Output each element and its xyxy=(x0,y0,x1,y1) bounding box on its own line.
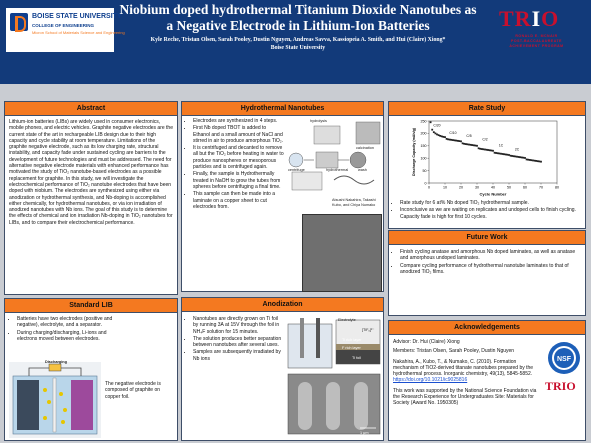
x-tick-label: 0 xyxy=(428,185,430,190)
data-point xyxy=(441,135,443,137)
f-rich-layer-label: F rich layer xyxy=(342,346,361,350)
x-tick-label: 60 xyxy=(523,185,527,190)
trio-wordmark: TRIO xyxy=(499,6,560,31)
bsu-college: COLLEGE OF ENGINEERING xyxy=(32,23,95,28)
data-point xyxy=(539,161,541,163)
data-point xyxy=(489,149,491,151)
x-tick-label: 20 xyxy=(459,185,463,190)
centrifuge-label: centrifuge xyxy=(288,168,305,172)
data-point xyxy=(439,135,441,137)
acknowledgements-heading: Acknowledgements xyxy=(389,321,585,335)
wash-label: wash xyxy=(358,168,367,172)
data-point xyxy=(457,140,459,142)
hydrothermal-bullets xyxy=(184,118,284,211)
abstract-panel xyxy=(4,101,178,295)
y-tick-label: 100 xyxy=(420,156,427,161)
bsu-department: Micron School of Materials Science and Engineering xyxy=(32,30,125,35)
data-point xyxy=(479,148,481,150)
rate-study-bullets xyxy=(391,200,583,221)
x-tick-label: 10 xyxy=(443,185,447,190)
data-point xyxy=(435,133,437,135)
ti-foil-label: Ti foil xyxy=(352,356,361,360)
trio-small-logo: TRIO xyxy=(545,379,576,393)
x-tick-label: 40 xyxy=(491,185,495,190)
data-point xyxy=(478,147,480,149)
data-point xyxy=(494,152,496,154)
data-point xyxy=(471,144,473,146)
data-point xyxy=(492,150,494,152)
funding-note: This work was supported by the National Science Foundation via the Research Experience for Undergraduates Site: Materials for Society (Award No. 1950305) xyxy=(393,387,537,407)
data-point xyxy=(443,136,445,138)
rate-study-panel xyxy=(388,101,586,229)
standard-lib-panel xyxy=(4,298,178,441)
data-point xyxy=(465,143,467,145)
hydrothermal-label: hydrothermal xyxy=(326,168,349,172)
bsu-name: BOISE STATE UNIVERSITY xyxy=(32,13,122,20)
data-point xyxy=(527,159,529,161)
rate-study-chart xyxy=(411,117,561,197)
future-work-panel xyxy=(388,230,586,316)
poster-body xyxy=(0,84,591,443)
abstract-text: Lithium-ion batteries (LIBs) are widely used in consumer electronics, mobile phones, and electric vehicles. Graphite negative electrodes are the current state of the art in rechargeable LIB design due to their high capacity and cycle stability at room temperature. Limitations of the graphite negative electrode, such as its low charging rate, structural instability, and capacity fade under sustained cycling are barriers to the development of future technologies and must be addressed. The need for alternative negative electrode materials with enhanced performance has motivated the study of TiO₂ nanotube-based electrodes as a possible replacement for graphite. In this study, we will investigate the electrochemical performance of TiO₂ nanotube electrodes that have been doped with niobium. The electrodes are synthesized using either via anodization or hydrothermal synthesis, and Nb-doping is accomplished either chemically, for hydrothermal nanotubes, or via ion irradiation of anodized nanotubes with Nb ions. The goal of this study is to determine the effects of chemical and ion irradiation Nb-doping in TiO₂ nanotubes for LIBs, and to compare their electrochemical performance. xyxy=(9,119,173,226)
hydrolysis-label: hydrolysis xyxy=(310,119,327,123)
x-axis-label: Cycle Number xyxy=(479,191,507,197)
data-point xyxy=(491,150,493,152)
plot-area xyxy=(429,121,557,183)
data-point xyxy=(449,139,451,141)
anodization-bullets xyxy=(184,316,284,363)
y-tick-label: 50 xyxy=(422,168,427,173)
data-point xyxy=(446,138,448,140)
trio-logo xyxy=(485,6,585,56)
data-point xyxy=(467,143,469,145)
title-line-1: Niobium doped hydrothermal Titanium Dioxide Nanotubes as xyxy=(119,2,477,17)
bronco-b-icon xyxy=(10,13,28,31)
rate-annotation: 1C xyxy=(498,143,504,148)
data-point xyxy=(483,148,485,150)
figure-credit: Atsushi Nakahira, Takashi Kubo, and Chiya Numako xyxy=(332,198,376,207)
doi-link[interactable]: https://doi.org/10.1021/ic9025816 xyxy=(393,377,468,384)
x-tick-label: 50 xyxy=(507,185,511,190)
authors: Kyle Reche, Tristan Olsen, Sarah Pooley, Dustin Nguyen, Andreas Savva, Kassiopeia A. Smith, and Hui (Claire) Xiong* xyxy=(150,37,446,43)
data-point xyxy=(500,153,502,155)
data-point xyxy=(460,140,462,142)
y-tick-label: 150 xyxy=(420,144,427,149)
boise-state-logo xyxy=(6,8,125,52)
data-point xyxy=(475,145,477,147)
nsf-logo-text: NSF xyxy=(557,356,571,363)
members: Members: Tristan Olsen, Sarah Pooley, Dustin Nguyen xyxy=(393,348,515,355)
hydrothermal-heading: Hydrothermal Nanotubes xyxy=(182,102,383,116)
data-point xyxy=(452,139,454,141)
data-point xyxy=(455,140,457,142)
data-point xyxy=(447,138,449,140)
list-item: • It is centrifuged and decanted to remove all but the TiO₂ before heating in water to produce nanospheres or mesoporous particles and is centrifuged again. xyxy=(193,145,284,170)
data-point xyxy=(481,148,483,150)
data-point xyxy=(430,121,432,123)
list-item: • First Nb doped TBOT is added to Ethanol and a small amount of NaCl and stirred in air to produce amorphous TiO₂. xyxy=(193,125,284,144)
acknowledgements-text xyxy=(393,339,539,407)
list-item: • Batteries have two electrodes (positive and negative), electrolyte, and a separator. xyxy=(17,316,120,329)
standard-lib-bullets xyxy=(8,316,120,343)
data-point xyxy=(444,136,446,138)
y-tick-label: 0 xyxy=(424,181,427,186)
list-item: • During charging/discharging, Li-ions and electrons moved between electrodes. xyxy=(17,330,120,343)
rate-study-heading: Rate Study xyxy=(389,102,585,116)
tif6-label: [TiF₆]²⁻ xyxy=(362,328,375,332)
list-item: • This sample can then be made into a laminate on a copper sheet to cut electrodes from. xyxy=(193,191,284,210)
data-point xyxy=(433,131,435,133)
list-item: • Samples are subsequently irradiated by Nb ions xyxy=(193,349,284,362)
rate-annotation: C/2 xyxy=(482,137,488,142)
data-point xyxy=(531,159,533,161)
reference: Nakahira, A., Kubo, T., & Numako, C. (2010). Formation mechanism of TiO2-derived titanate nanotubes prepared by the hydrothermal process. Inorganic chemistry, 49(13), 5845-5852. xyxy=(393,358,534,378)
data-point xyxy=(523,157,525,159)
standard-lib-heading: Standard LIB xyxy=(5,299,177,313)
advisor: Advisor: Dr. Hui (Claire) Xiong xyxy=(393,339,460,345)
rate-annotation: C/10 xyxy=(449,130,457,135)
data-point xyxy=(511,155,513,157)
data-point xyxy=(524,157,526,159)
data-point xyxy=(451,139,453,141)
data-point xyxy=(438,134,440,136)
data-point xyxy=(502,153,504,155)
poster-title xyxy=(118,2,478,34)
list-item: • Compare cycling performance of hydrothermal nanotube laminates to that of anodized TiO₂ films. xyxy=(400,263,583,276)
data-point xyxy=(507,154,509,156)
y-axis-label: Discharge Capacity (mAh/g) xyxy=(412,128,416,176)
y-tick-label: 200 xyxy=(420,131,427,136)
data-point xyxy=(495,152,497,154)
data-point xyxy=(508,154,510,156)
list-item: • Inconclusive as we are waiting on replicates and undoped cells to finish cycling. Capacity fade is high for first 10 cycles. xyxy=(400,207,583,220)
nsf-logo-icon xyxy=(547,341,581,375)
data-point xyxy=(431,129,433,131)
future-work-bullets xyxy=(391,249,583,276)
data-point xyxy=(454,139,456,141)
rate-annotation: 2C xyxy=(514,147,520,152)
list-item: • Finish cycling anatase and amorphous Nb doped laminates, as well as anatase and amorphous undoped laminates. xyxy=(400,249,583,262)
list-item: • Electrodes are synthesized in 4 steps. xyxy=(193,118,284,124)
anodization-figure xyxy=(286,314,382,438)
data-point xyxy=(532,160,534,162)
data-point xyxy=(521,157,523,159)
data-point xyxy=(462,142,464,144)
acknowledgements-panel xyxy=(388,320,586,441)
data-point xyxy=(519,156,521,158)
hydrothermal-panel xyxy=(181,101,384,292)
list-item: • The solution produces better separation between nanotubes after several uses. xyxy=(193,336,284,349)
hydrothermal-sem-image xyxy=(302,214,382,292)
electrolyte-label: Electrolyte xyxy=(338,318,356,322)
header-banner xyxy=(0,0,591,84)
x-tick-label: 70 xyxy=(539,185,543,190)
data-point xyxy=(499,153,501,155)
data-point xyxy=(497,152,499,154)
data-point xyxy=(476,145,478,147)
synthesis-diagram-figure xyxy=(286,120,382,196)
x-tick-label: 30 xyxy=(475,185,479,190)
data-point xyxy=(470,144,472,146)
data-point xyxy=(535,160,537,162)
data-point xyxy=(459,140,461,142)
list-item: • Finally, the sample is Hydrothermally treated in NaOH to grow the tubes from spheres before centrifuging a final time. xyxy=(193,171,284,190)
data-point xyxy=(486,149,488,151)
discharging-label: Discharging xyxy=(45,360,67,364)
negative-electrode-note: The negative electrode is composed of graphite on copper foil. xyxy=(105,381,161,400)
x-tick-label: 80 xyxy=(555,185,559,190)
data-point xyxy=(484,149,486,151)
affiliation: Boise State University xyxy=(270,45,326,51)
data-point xyxy=(534,160,536,162)
data-point xyxy=(526,159,528,161)
abstract-heading: Abstract xyxy=(5,102,177,116)
anodization-heading: Anodization xyxy=(182,298,383,312)
trio-subtitle: RONALD E. MCNAIR POST-BACCALAUREATE ACHIEVEMENT PROGRAM xyxy=(509,34,564,48)
data-point xyxy=(503,153,505,155)
title-line-2: a Negative Electrode in Lithium-Ion Batteries xyxy=(166,18,430,33)
data-point xyxy=(487,149,489,151)
data-point xyxy=(505,154,507,156)
data-point xyxy=(510,155,512,157)
data-point xyxy=(468,144,470,146)
rate-annotation: C/5 xyxy=(466,133,472,138)
anodization-panel xyxy=(181,297,384,441)
data-point xyxy=(518,156,520,158)
y-tick-label: 250 xyxy=(420,119,427,124)
list-item: • Rate study for 6 at% Nb doped TiO₂ hydrothermal sample. xyxy=(400,200,583,206)
data-point xyxy=(463,143,465,145)
author-block xyxy=(118,36,478,52)
data-point xyxy=(515,156,517,158)
future-work-heading: Future Work xyxy=(389,231,585,245)
data-point xyxy=(516,156,518,158)
rate-annotation: C/20 xyxy=(433,123,441,128)
list-item: • Nanotubes are directly grown on Ti foil by running 3A at 15V through the foil in NH₄F solution for 15 minutes. xyxy=(193,316,284,335)
ti-rich-layer-label: Ti rich layer xyxy=(342,338,362,342)
data-point xyxy=(540,161,542,163)
data-point xyxy=(529,159,531,161)
calcination-label: calcination xyxy=(356,146,374,150)
data-point xyxy=(473,144,475,146)
scale-bar-label: 1 μm xyxy=(360,431,369,435)
data-point xyxy=(537,160,539,162)
data-point xyxy=(436,133,438,135)
data-point xyxy=(513,155,515,157)
lib-schematic-figure xyxy=(9,362,101,438)
